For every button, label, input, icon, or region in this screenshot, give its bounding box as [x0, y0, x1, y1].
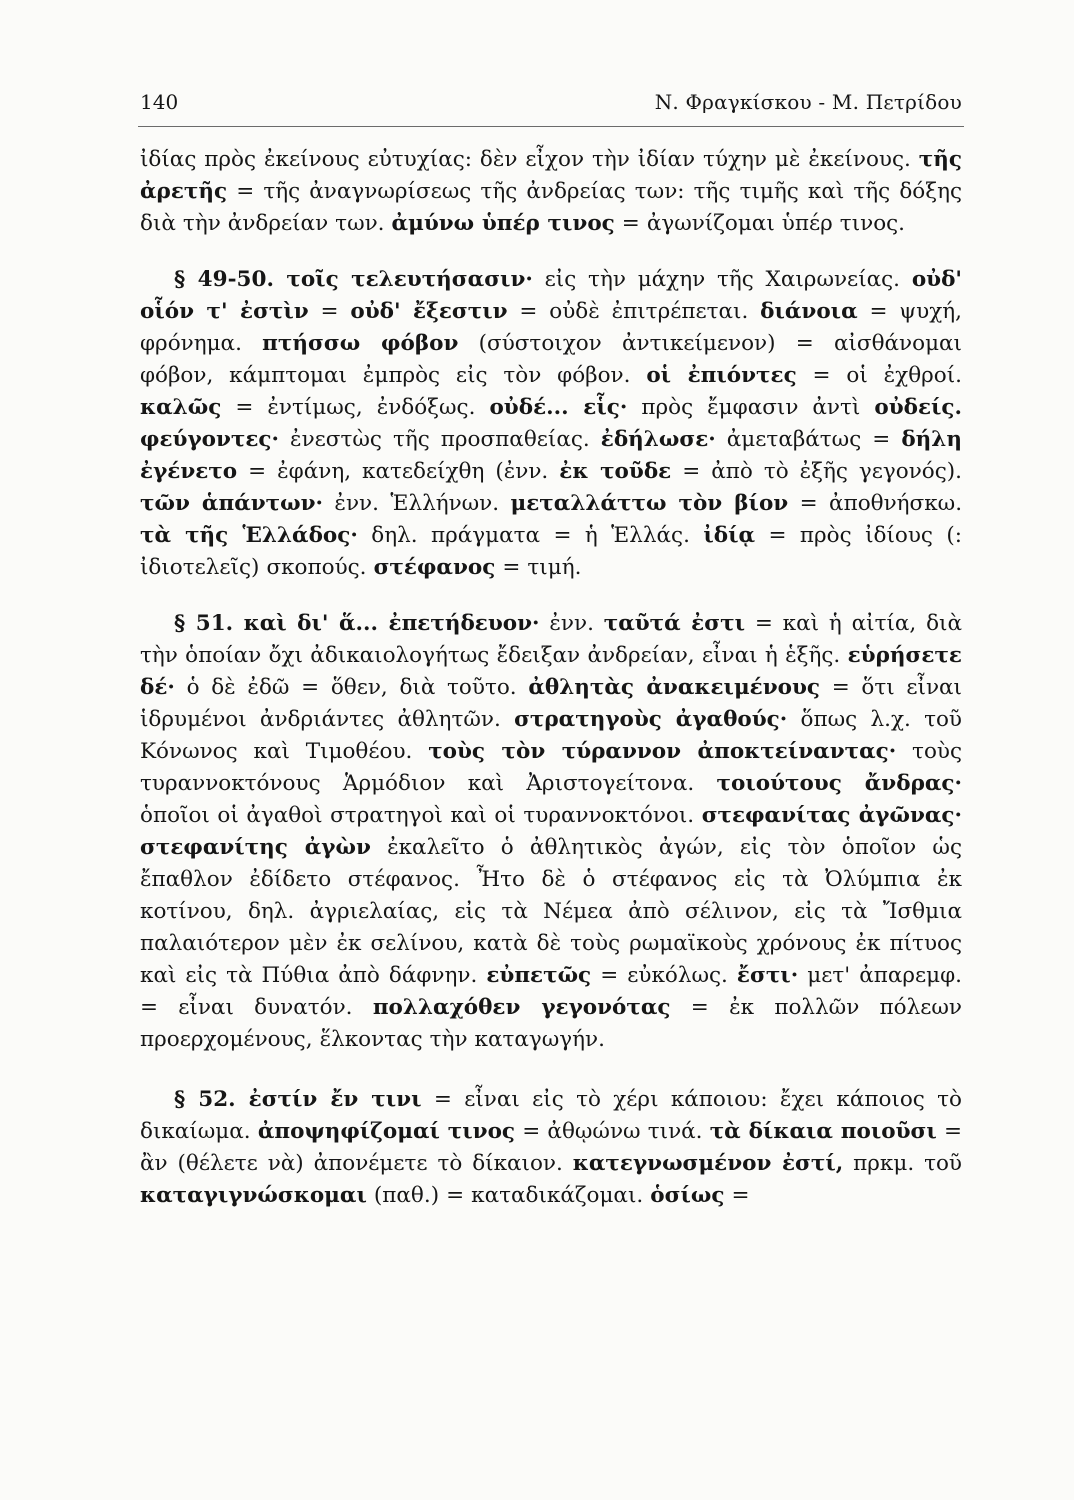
gloss-text: = εὐκόλως.	[591, 963, 737, 988]
lemma: ἀθλητὰς ἀνακειμένους	[528, 675, 821, 700]
paragraph-gap	[140, 240, 962, 264]
lemma: πτήσσω φόβον	[262, 331, 459, 356]
lemma: τοὺς τὸν τύραννον ἀποκτείναντας·	[428, 739, 897, 764]
lemma: ἔστι·	[736, 963, 799, 988]
running-head: Ν. Φραγκίσκου - Μ. Πετρίδου	[654, 90, 962, 114]
lemma: τῶν ἁπάντων·	[140, 491, 324, 516]
lemma: ἰδίᾳ	[703, 523, 756, 548]
lemma: ὁσίως	[650, 1183, 725, 1208]
page-header	[140, 82, 962, 118]
lemma: ἀμύνω ὑπέρ τινος	[391, 211, 615, 236]
lemma: στέφανος	[373, 555, 496, 580]
lemma: πολλαχόθεν γεγονότας	[372, 995, 671, 1020]
gloss-text: = ἀγωνίζομαι ὑπέρ τινος.	[614, 211, 906, 236]
gloss-text: = οὐδὲ ἐπιτρέπεται.	[507, 299, 761, 324]
gloss-text: = ὅτι εἶναι ἱδρυμένοι ἀνδριάντες ἀθλητῶν.	[140, 675, 962, 732]
page-number: 140	[140, 90, 179, 114]
gloss-text: = οἱ ἐχθροί.	[796, 363, 962, 388]
gloss-text: πρὸς ἔμφασιν ἀντὶ	[627, 395, 875, 420]
lemma: § 52. ἐστίν ἔν τινι	[174, 1087, 422, 1112]
gloss-text: ἐνν. Ἑλλήνων.	[323, 491, 511, 516]
gloss-text: ἐνν.	[539, 611, 604, 636]
gloss-text: τοὺς τυραννοκτόνους Ἁρμόδιον καὶ Ἀριστογείτονα.	[140, 739, 962, 796]
lemma: ἀποψηφίζομαί τινος	[257, 1119, 516, 1144]
gloss-text: ἰδίας πρὸς ἐκείνους εὐτυχίας: δὲν εἶχον τὴν ἰδίαν τύχην μὲ ἐκείνους.	[140, 147, 919, 172]
gloss-text: πρκμ. τοῦ	[843, 1151, 963, 1176]
paragraph-section-52	[140, 1084, 962, 1212]
gloss-text: (παθ.) = καταδικάζομαι.	[366, 1183, 651, 1208]
lemma: τοιούτους ἄνδρας·	[716, 771, 962, 796]
gloss-text: ἐκαλεῖτο ὁ ἀθλητικὸς ἀγών, εἰς τὸν ὁποῖον ὡς ἔπαθλον ἐδίδετο στέφανος. Ἦτο δὲ ὁ στέφανος εἰς τὰ Ὀλύμπια ἐκ κοτίνου, δηλ. ἀγριελαίας, εἰς τὰ Νέμεα ἀπὸ σέλινον, εἰς τὰ Ἴσθμια παλαιότερον μὲν ἐκ σελίνου, κατὰ δὲ τοὺς ρωμαϊκοὺς χρόνους ἐκ πίτυος καὶ εἰς τὰ Πύθια ἀπὸ δάφνην.	[140, 835, 962, 988]
lemma: στεφανίτας ἀγῶνας· στεφανίτης ἀγὼν	[140, 803, 962, 860]
lemma: τὰ τῆς Ἑλλάδος·	[140, 523, 358, 548]
lemma: § 49-50. τοῖς τελευτήσασιν·	[174, 267, 533, 292]
gloss-text: = ψυχή, φρόνημα.	[140, 299, 962, 356]
gloss-text: =	[308, 299, 351, 324]
lemma: οἱ ἐπιόντες	[646, 363, 797, 388]
lemma: εὑρήσετε δέ·	[140, 643, 962, 700]
gloss-text: = τῆς ἀναγνωρίσεως τῆς ἀνδρείας των: τῆς τιμῆς καὶ τῆς δόξης διὰ τὴν ἀνδρείαν των.	[140, 179, 962, 236]
gloss-text: = τιμή.	[495, 555, 582, 580]
gloss-text: = ἂν (θέλετε νὰ) ἀπονέμετε τὸ δίκαιον.	[140, 1119, 962, 1176]
paragraph-gap	[140, 584, 962, 608]
gloss-text: ὅπως λ.χ. τοῦ Κόνωνος καὶ Τιμοθέου.	[140, 707, 962, 764]
gloss-text: = καὶ ἡ αἰτία, διὰ τὴν ὁποίαν ὄχι ἀδικαιολογήτως ἔδειξαν ἀνδρείαν, εἶναι ἡ ἑξῆς.	[140, 611, 962, 668]
lemma: καταγιγνώσκομαι	[140, 1183, 367, 1208]
lemma: οὐδ' οἷόν τ' ἐστὶν	[140, 267, 962, 324]
lemma: οὐδέ... εἷς·	[489, 395, 628, 420]
lemma: ἐκ τοῦδε	[559, 459, 672, 484]
lemma: διάνοια	[760, 299, 858, 324]
lemma: κατεγνωσμένον ἐστί,	[572, 1151, 844, 1176]
lemma: οὐδείς. φεύγοντες·	[140, 395, 963, 452]
paragraph-section-51	[140, 608, 962, 1056]
gloss-text: εἰς τὴν μάχην τῆς Χαιρωνείας.	[532, 267, 912, 292]
paragraph-gap	[140, 1056, 962, 1084]
gloss-text: δηλ. πράγματα = ἡ Ἑλλάς.	[357, 523, 704, 548]
header-rule	[138, 126, 964, 127]
paragraph-continuation	[140, 144, 962, 240]
lemma: καλῶς	[140, 395, 222, 420]
lemma: ταῦτά ἐστι	[603, 611, 745, 636]
gloss-text: ἐνεστὼς τῆς προσπαθείας.	[279, 427, 601, 452]
gloss-text: = πρὸς ἰδίους (: ἰδιοτελεῖς) σκοπούς.	[140, 523, 962, 580]
lemma: § 51. καὶ δι' ἅ... ἐπετήδευον·	[174, 611, 540, 636]
gloss-text: = ἐφάνη, κατεδείχθη (ἐνν.	[237, 459, 560, 484]
lemma: στρατηγοὺς ἀγαθούς·	[514, 707, 788, 732]
lemma: τὰ δίκαια ποιοῦσι	[709, 1119, 937, 1144]
lemma: μεταλλάττω τὸν βίον	[510, 491, 789, 516]
lemma: ἐδήλωσε·	[600, 427, 716, 452]
gloss-text: = ἐντίμως, ἐνδόξως.	[221, 395, 490, 420]
gloss-text: = εἶναι εἰς τὸ χέρι κάποιου: ἔχει κάποιος τὸ δικαίωμα.	[140, 1087, 963, 1144]
gloss-text: =	[724, 1183, 750, 1208]
gloss-text: ὁποῖοι οἱ ἀγαθοὶ στρατηγοὶ καὶ οἱ τυραννοκτόνοι.	[140, 803, 702, 828]
lemma: οὐδ' ἔξεστιν	[350, 299, 508, 324]
gloss-text: = ἀποθνήσκω.	[788, 491, 963, 516]
lemma: εὐπετῶς	[486, 963, 592, 988]
gloss-text: (σύστοιχον ἀντικείμενον) = αἰσθάνομαι φόβον, κάμπτομαι ἐμπρὸς εἰς τὸν φόβον.	[140, 331, 962, 388]
lemma: δήλη ἐγένετο	[140, 427, 962, 484]
gloss-text: = ἀθῳώνω τινά.	[515, 1119, 710, 1144]
gloss-text: ἀμεταβάτως =	[715, 427, 902, 452]
gloss-text: = ἀπὸ τὸ ἐξῆς γεγονός).	[671, 459, 962, 484]
lemma: τῆς ἀρετῆς	[140, 147, 962, 204]
gloss-text: μετ' ἀπαρεμφ. = εἶναι δυνατόν.	[140, 963, 963, 1020]
commentary-text	[140, 144, 962, 1212]
gloss-text: = ἐκ πολλῶν πόλεων προερχομένους, ἕλκοντας τὴν καταγωγήν.	[140, 995, 962, 1052]
paragraph-section-49-50	[140, 264, 962, 584]
gloss-text: ὁ δὲ ἐδῶ = ὅθεν, διὰ τοῦτο.	[174, 675, 529, 700]
